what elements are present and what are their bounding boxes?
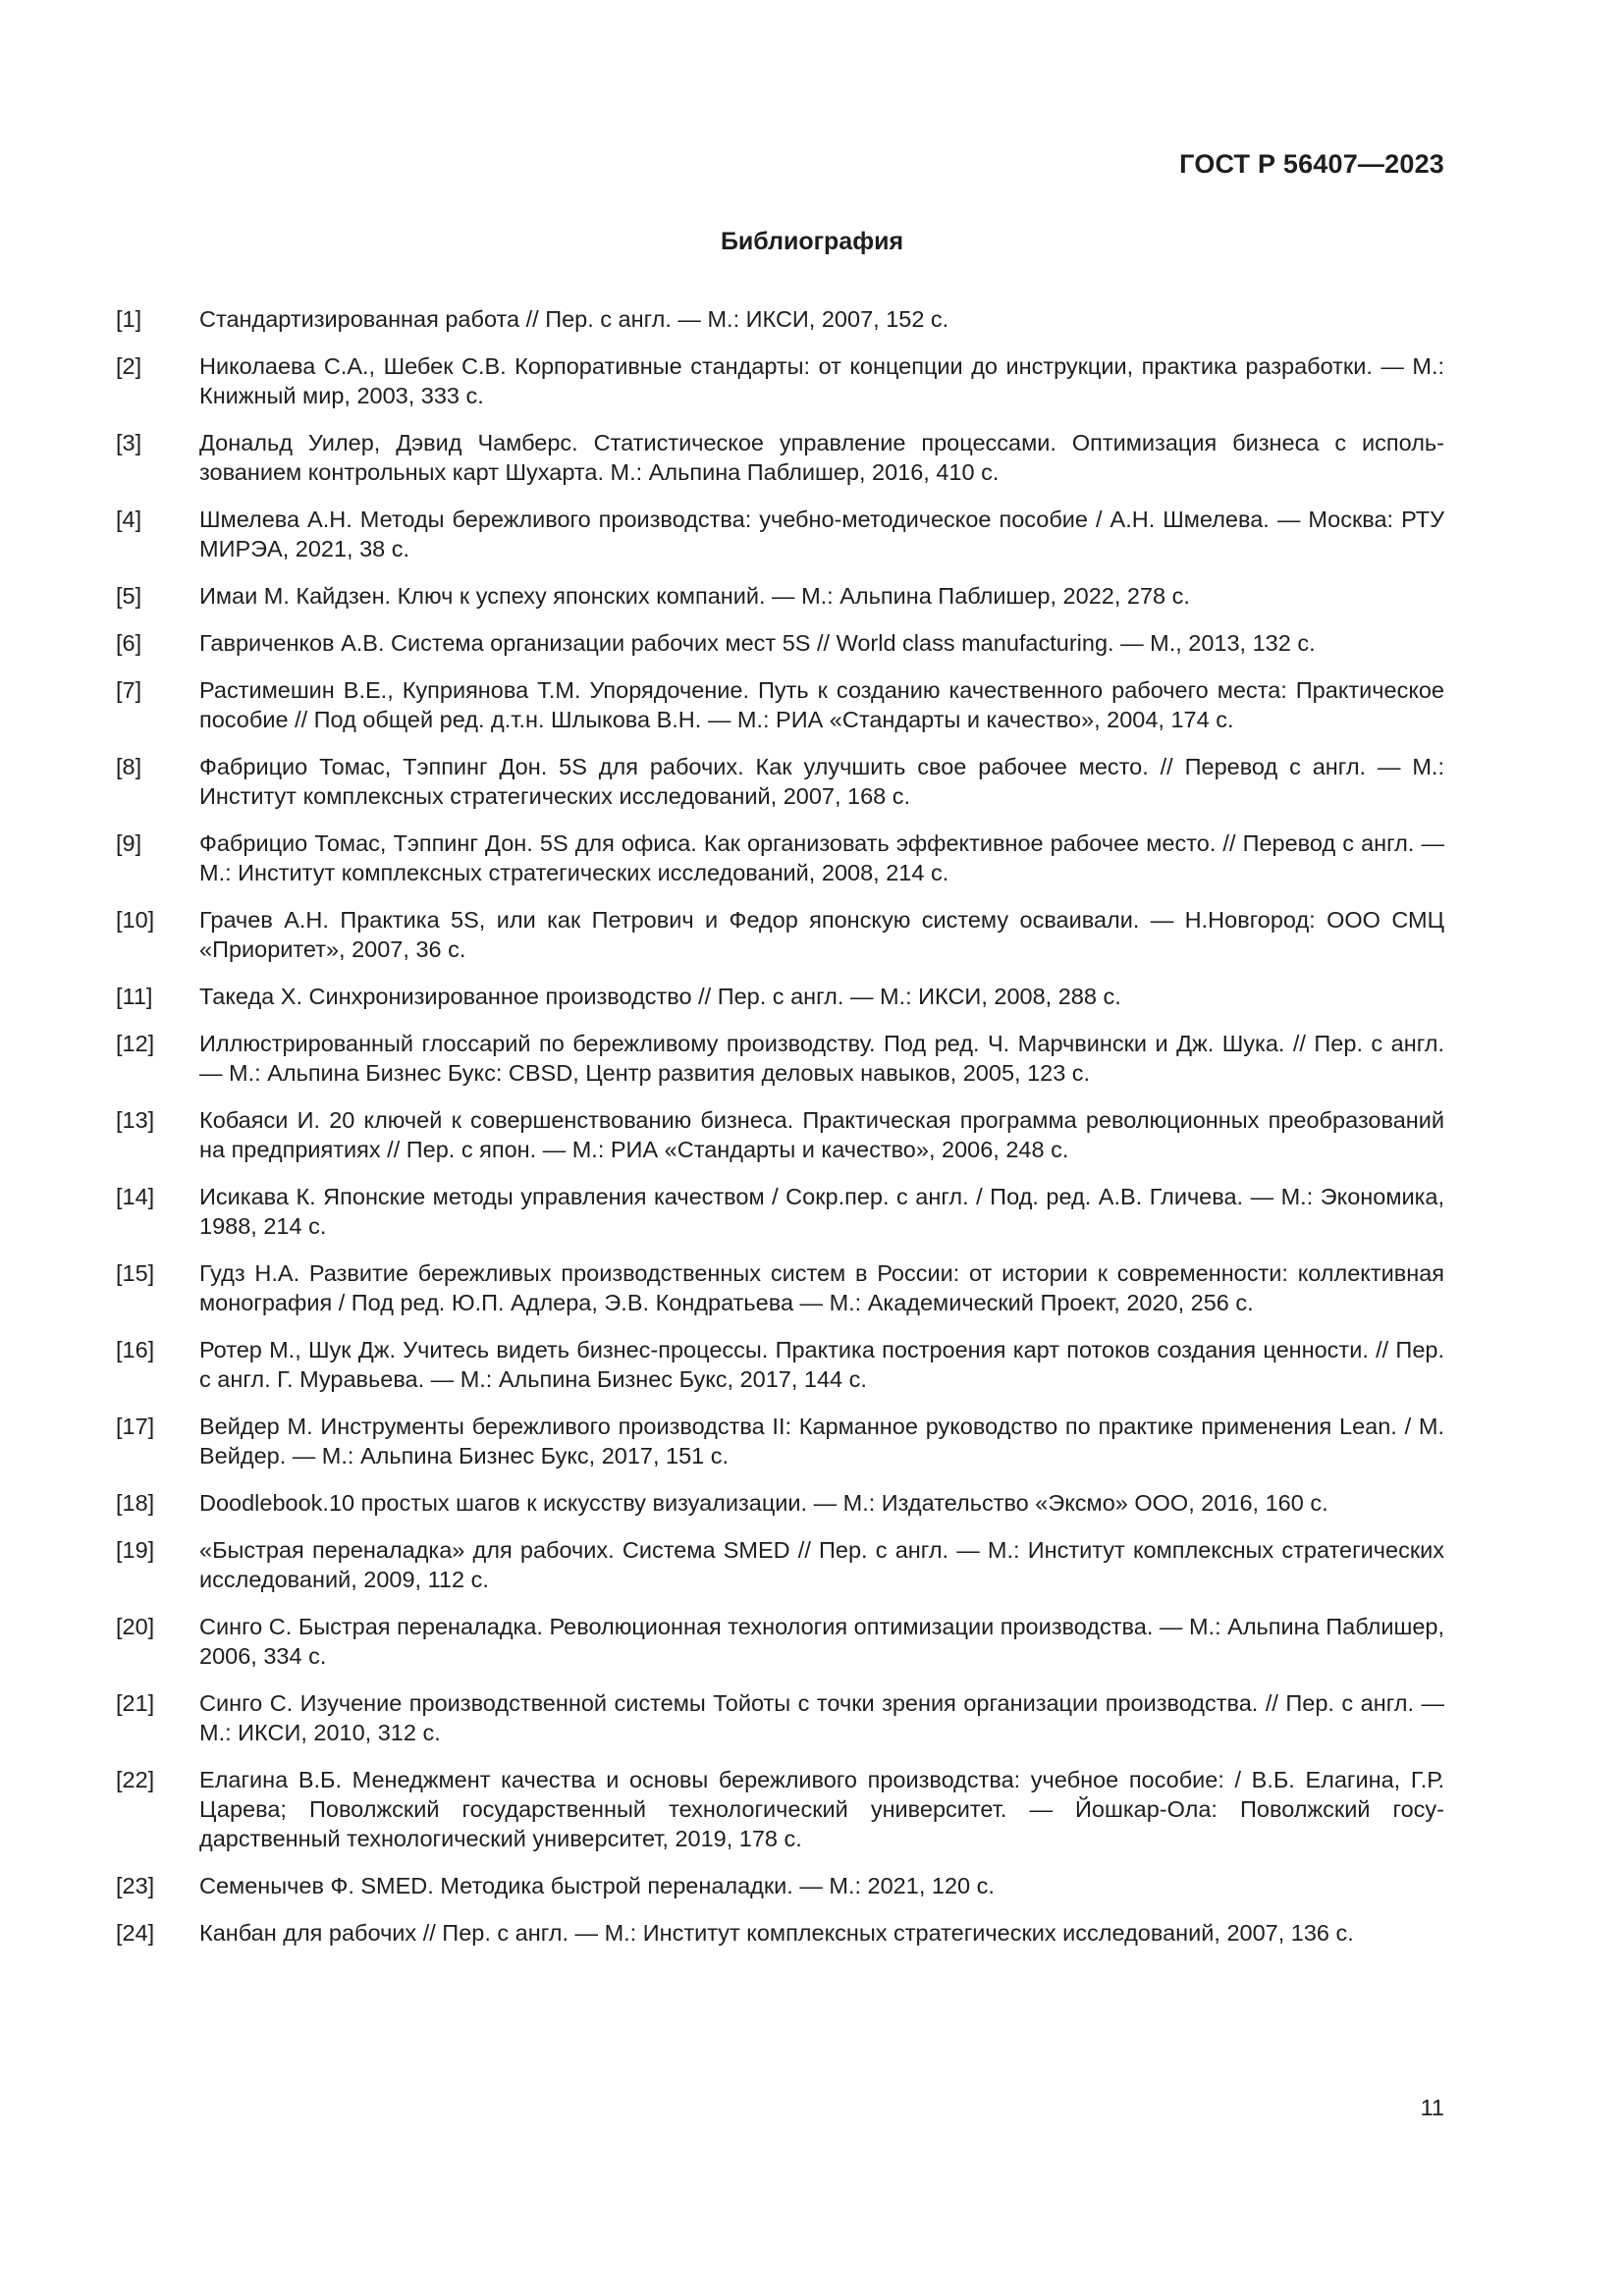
entry-text: Шмелева А.Н. Методы бережливого производства: учебно-методическое пособие / А.Н. Шмелева. — Москва: РТУ МИРЭА, 2021, 38 с. — [199, 507, 1444, 561]
entry-text: Такеда Х. Синхронизированное производство // Пер. с англ. — М.: ИКСИ, 2008, 288 с. — [199, 984, 1121, 1009]
entry-text: Синго С. Быстрая переналадка. Революционная технология оптимизации производства. — М.: Альпина Паблишер, 2006, 334 с. — [199, 1614, 1444, 1669]
entry-text: Стандартизированная работа // Пер. с англ. — М.: ИКСИ, 2007, 152 с. — [199, 306, 949, 332]
entry-text: Фабрицио Томас, Тэппинг Дон. 5S для рабочих. Как улучшить свое рабочее место. // Перевод с англ. — М.: Институт комплексных стратегических исследований, 2007, 168 с. — [199, 754, 1444, 809]
entry-text: Ротер М., Шук Дж. Учитесь видеть бизнес-процессы. Практика построения карт потоков создания ценности. // Пер. с англ. Г. Муравьева. — М.: Альпина Бизнес Букс, 2017, 144 с. — [199, 1337, 1444, 1392]
bibliography-title: Библиография — [720, 228, 904, 255]
entry-text: Синго С. Изучение производственной системы Тойоты с точки зрения организации производства. // Пер. с англ. — М.: ИКСИ, 2010, 312 с. — [199, 1690, 1444, 1745]
bibliography-entry — [116, 828, 1444, 887]
document-code: ГОСТ Р 56407—2023 — [1179, 149, 1444, 179]
bibliography-list — [116, 304, 1444, 1965]
entry-text: Кобаяси И. 20 ключей к совершенствованию бизнеса. Практическая программа революционных преобразований на предприятиях // Пер. с япон. — М.: РИА «Стандарты и качество», 2006, 248 с. — [199, 1107, 1444, 1162]
entry-text: Фабрицио Томас, Тэппинг Дон. 5S для офиса. Как организовать эффективное рабочее место. // Перевод с англ. — М.: Институт комплексных стратегических исследований, 2008, 214 с. — [199, 830, 1444, 885]
bibliography-entry — [116, 1182, 1444, 1241]
bibliography-entry — [116, 905, 1444, 964]
entry-text: Имаи М. Кайдзен. Ключ к успеху японских компаний. — М.: Альпина Паблишер, 2022, 278 с. — [199, 583, 1190, 609]
entry-number: [23] — [116, 1873, 155, 1898]
entry-text: Гавриченков А.В. Система организации рабочих мест 5S // World class manufacturing. — М., 2013, 132 с. — [199, 630, 1316, 656]
bibliography-entry — [116, 982, 1444, 1011]
entry-text: Елагина В.Б. Менеджмент качества и основы бережливого производства: учебное пособие: / В.Б. Елагина, Г.Р. Царева; Поволжский государственный технологический университет. — Йошкар-Ола: Поволжский государственный технологический университет, 2019, 178 с. — [199, 1767, 1444, 1851]
entry-number: [11] — [116, 984, 153, 1009]
entry-text: Исикава К. Японские методы управления качеством / Сокр.пер. с англ. / Под. ред. А.В. Гличева. — М.: Экономика, 1988, 214 с. — [199, 1184, 1444, 1239]
bibliography-entry — [116, 1918, 1444, 1948]
entry-text: Канбан для рабочих // Пер. с англ. — М.: Институт комплексных стратегических исследований, 2007, 136 с. — [199, 1920, 1354, 1946]
entry-number: [19] — [116, 1537, 155, 1563]
entry-text: Николаева С.А., Шебек С.В. Корпоративные стандарты: от концепции до инструкции, практика разработки. — М.: Книжный мир, 2003, 333 с. — [199, 353, 1444, 408]
entry-number: [21] — [116, 1690, 155, 1716]
bibliography-entry — [116, 581, 1444, 611]
bibliography-entry — [116, 1488, 1444, 1518]
bibliography-entry — [116, 1612, 1444, 1671]
bibliography-entry — [116, 1688, 1444, 1747]
bibliography-entry — [116, 1871, 1444, 1900]
entry-number: [6] — [116, 630, 142, 656]
bibliography-entry — [116, 675, 1444, 734]
page-number: 11 — [1420, 2095, 1444, 2120]
bibliography-entry — [116, 351, 1444, 410]
entry-number: [3] — [116, 430, 142, 455]
bibliography-entry — [116, 1105, 1444, 1164]
entry-number: [17] — [116, 1414, 155, 1439]
bibliography-entry — [116, 1535, 1444, 1594]
entry-text: Doodlebook.10 простых шагов к искусству визуализации. — М.: Издательство «Эксмо» ООО, 2016, 160 с. — [199, 1490, 1328, 1516]
entry-number: [4] — [116, 507, 142, 532]
entry-number: [9] — [116, 830, 142, 856]
bibliography-entry — [116, 505, 1444, 563]
entry-number: [20] — [116, 1614, 155, 1639]
entry-text: Растимешин В.Е., Куприянова Т.М. Упорядочение. Путь к созданию качественного рабочего места: Практическое пособие // Под общей ред. д.т.н. Шлыкова В.Н. — М.: РИА «Стандарты и качество», 2004, 174 с. — [199, 677, 1444, 732]
entry-number: [15] — [116, 1260, 155, 1286]
entry-text: Грачев А.Н. Практика 5S, или как Петрович и Федор японскую систему осваивали. — Н.Новгород: ООО СМЦ «Приоритет», 2007, 36 с. — [199, 907, 1444, 962]
entry-number: [1] — [116, 306, 142, 332]
bibliography-entry — [116, 1412, 1444, 1470]
entry-number: [12] — [116, 1031, 155, 1056]
entry-number: [16] — [116, 1337, 155, 1362]
entry-text: Семенычев Ф. SMED. Методика быстрой переналадки. — М.: 2021, 120 с. — [199, 1873, 995, 1898]
entry-number: [24] — [116, 1920, 155, 1946]
bibliography-entry — [116, 1029, 1444, 1088]
bibliography-entry — [116, 1765, 1444, 1853]
entry-text: Дональд Уилер, Дэвид Чамберс. Статистическое управление процессами. Оптимизация бизнеса с использованием контрольных карт Шухарта. М.: Альпина Паблишер, 2016, 410 с. — [199, 430, 1444, 485]
bibliography-entry — [116, 628, 1444, 658]
entry-number: [7] — [116, 677, 142, 703]
entry-text: «Быстрая переналадка» для рабочих. Система SMED // Пер. с англ. — М.: Институт комплексных стратегических исследований, 2009, 112 с. — [199, 1537, 1444, 1592]
entry-number: [2] — [116, 353, 142, 379]
entry-number: [5] — [116, 583, 142, 609]
entry-number: [13] — [116, 1107, 155, 1133]
bibliography-entry — [116, 304, 1444, 334]
entry-text: Иллюстрированный глоссарий по бережливому производству. Под ред. Ч. Марчвински и Дж. Шука. // Пер. с англ. — М.: Альпина Бизнес Букс: CBSD, Центр развития деловых навыков, 2005, 123 с. — [199, 1031, 1444, 1086]
entry-number: [8] — [116, 754, 142, 779]
entry-text: Вейдер М. Инструменты бережливого производства II: Карманное руководство по практике применения Lean. / М. Вейдер. — М.: Альпина Бизнес Букс, 2017, 151 с. — [199, 1414, 1444, 1468]
bibliography-entry — [116, 1335, 1444, 1394]
entry-text: Гудз Н.А. Развитие бережливых производственных систем в России: от истории к современности: коллективная монография / Под ред. Ю.П. Адлера, Э.В. Кондратьева — М.: Академический Проект, 2020, 256 с. — [199, 1260, 1444, 1315]
bibliography-entry — [116, 428, 1444, 487]
entry-number: [22] — [116, 1767, 155, 1792]
entry-number: [10] — [116, 907, 155, 933]
bibliography-entry — [116, 1258, 1444, 1317]
bibliography-entry — [116, 752, 1444, 811]
entry-number: [18] — [116, 1490, 155, 1516]
entry-number: [14] — [116, 1184, 155, 1209]
